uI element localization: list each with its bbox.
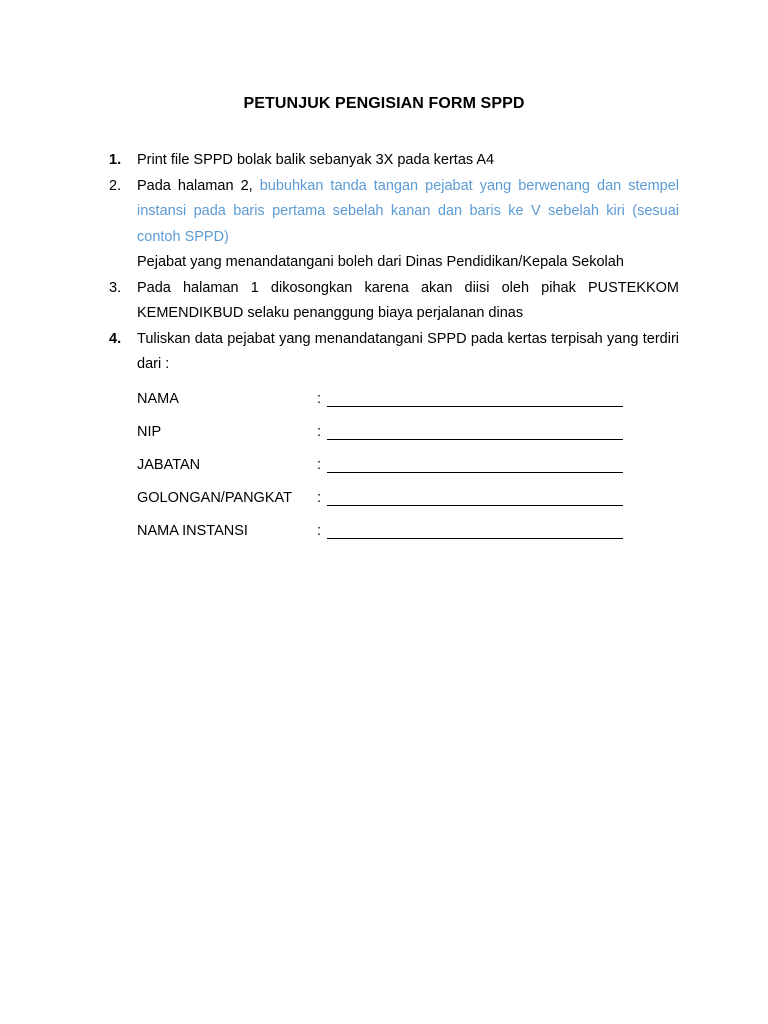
text-segment: 2 [240,177,249,194]
field-label: NAMA INSTANSI [137,523,248,539]
field-row-nip [137,413,679,446]
field-colon: : [317,457,322,473]
field-row-jabatan [137,446,679,479]
field-colon: : [317,391,322,407]
field-row-nama-instansi [137,512,679,545]
text-segment: pada kertas terpisah yang terdiri dari : [137,330,679,372]
field-label: NAMA [137,391,179,407]
field-blank-line [327,454,623,473]
text-segment: SPPD [193,152,233,168]
list-item-2 [109,174,679,251]
text-segment: Print file [137,152,194,168]
data-fields [137,380,679,545]
field-label: JABATAN [137,457,201,473]
item-text [137,148,679,174]
field-row-golongan-pangkat [137,479,679,512]
item-number: 4. [109,330,122,347]
text-segment: pada kertas A4 [393,152,495,168]
text-segment: SPPD [427,330,467,347]
item-text [137,327,679,378]
item-text [137,174,679,251]
field-blank-line [327,421,623,440]
list-item-1 [109,148,679,174]
field-colon: : [317,424,322,440]
text-segment: 3X [375,152,394,168]
item-number: 2. [109,177,122,194]
field-blank-line [327,487,623,506]
document-title: PETUNJUK PENGISIAN FORM SPPD [243,95,525,112]
field-label: NIP [137,424,162,440]
list-item-3 [109,276,679,327]
field-blank-line [327,388,623,407]
field-blank-line [327,520,623,539]
text-segment: Pada halaman [137,177,241,194]
text-segment: bolak balik sebanyak [232,152,376,168]
field-colon: : [317,490,322,506]
text-segment: , [248,177,260,194]
text-segment: Tuliskan data pejabat yang menandatangani [137,330,428,347]
item-number: 1. [109,152,122,168]
field-row-nama [137,380,679,413]
list-item-4 [109,327,679,378]
instruction-list [109,148,679,545]
field-colon: : [317,523,322,539]
item-number: 3. [109,279,122,296]
highlighted-text-segment: bubuhkan tanda tangan pejabat yang berwenang dan stempel instansi pada baris pertama sebelah kanan dan baris ke V sebelah kiri (sesuai contoh SPPD) [137,177,679,245]
field-label: GOLONGAN/PANGKAT [137,490,292,506]
text-segment: Pada halaman 1 dikosongkan karena akan diisi oleh pihak PUSTEKKOM KEMENDIKBUD selaku penanggung biaya perjalanan dinas [137,279,679,321]
item-text [137,276,679,327]
item-note: Pejabat yang menandatangani boleh dari Dinas Pendidikan/Kepala Sekolah [137,254,624,270]
